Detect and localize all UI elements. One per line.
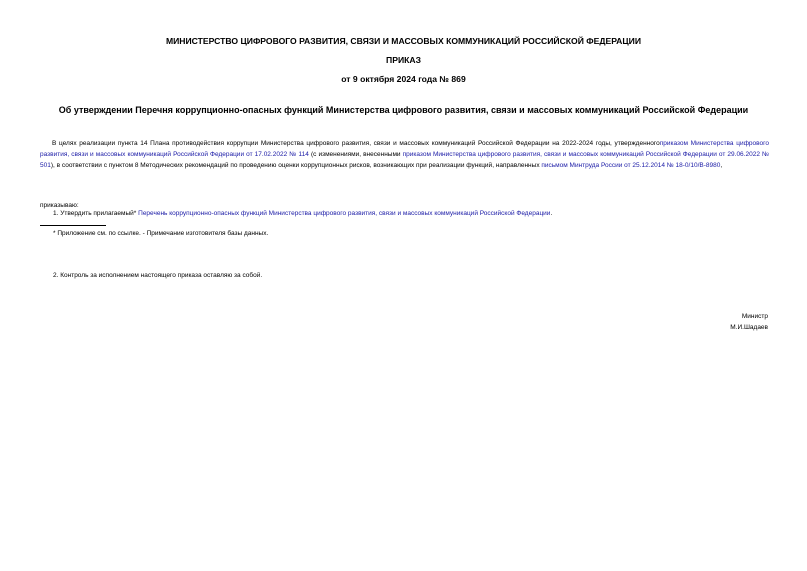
document-type: ПРИКАЗ (386, 55, 421, 65)
mintrud-letter-link[interactable]: письмом Минтруда России от 25.12.2014 № 18-0/10/В-8980 (541, 161, 721, 169)
functions-list-link[interactable]: Перечень коррупционно-опасных функций Министерства цифрового развития, связи и массовых коммуникаций Российской Федерации (138, 210, 551, 217)
order-date-number: от 9 октября 2024 года № 869 (341, 74, 466, 84)
order-501-link[interactable]: приказом Министерства цифрового развития, связи и массовых коммуникаций Российской Федерации от 29.06.2022 № 501 (40, 150, 769, 169)
preamble-text: ), в соответствии с пунктом 8 Методических рекомендаций по проведению оценки коррупционных рисков, возникающих при реализации функций, направленных (50, 161, 542, 169)
preamble-text: В целях реализации пункта 14 Плана противодействия коррупции Министерства цифрового развития, связи и массовых коммуникаций Российской Федерации на 2022-2024 годы, утвержденного (52, 140, 660, 147)
footnote-divider (40, 225, 106, 226)
preamble-text: , (720, 161, 723, 169)
ministry-name: МИНИСТЕРСТВО ЦИФРОВОГО РАЗВИТИЯ, СВЯЗИ И МАССОВЫХ КОММУНИКАЦИЙ РОССИЙСКОЙ ФЕДЕРАЦИИ (165, 36, 642, 46)
signatory-title: Министр (741, 313, 768, 320)
decree-word: приказываю: (40, 202, 79, 209)
preamble-text: (с изменениями, внесенными (308, 150, 403, 158)
clause-2: 2. Контроль за исполнением настоящего приказа оставляю за собой. (53, 272, 263, 279)
order-114-link[interactable]: приказом Министерства цифрового развития, связи и массовых коммуникаций Российской Федерации от 17.02.2022 № 114 (40, 140, 769, 158)
clause-1-end: . (550, 210, 553, 217)
order-subject: Об утверждении Перечня коррупционно-опасных функций Министерства цифрового развития, связи и массовых коммуникаций Российской Федерации (58, 105, 749, 115)
footnote: * Приложение см. по ссылке. - Примечание изготовителя базы данных. (53, 230, 269, 237)
preamble-paragraph (40, 139, 769, 171)
clause-1-text: 1. Утвердить прилагаемый* (53, 210, 139, 217)
clause-1 (53, 209, 769, 220)
signatory-name: М.И.Шадаев (730, 324, 768, 331)
